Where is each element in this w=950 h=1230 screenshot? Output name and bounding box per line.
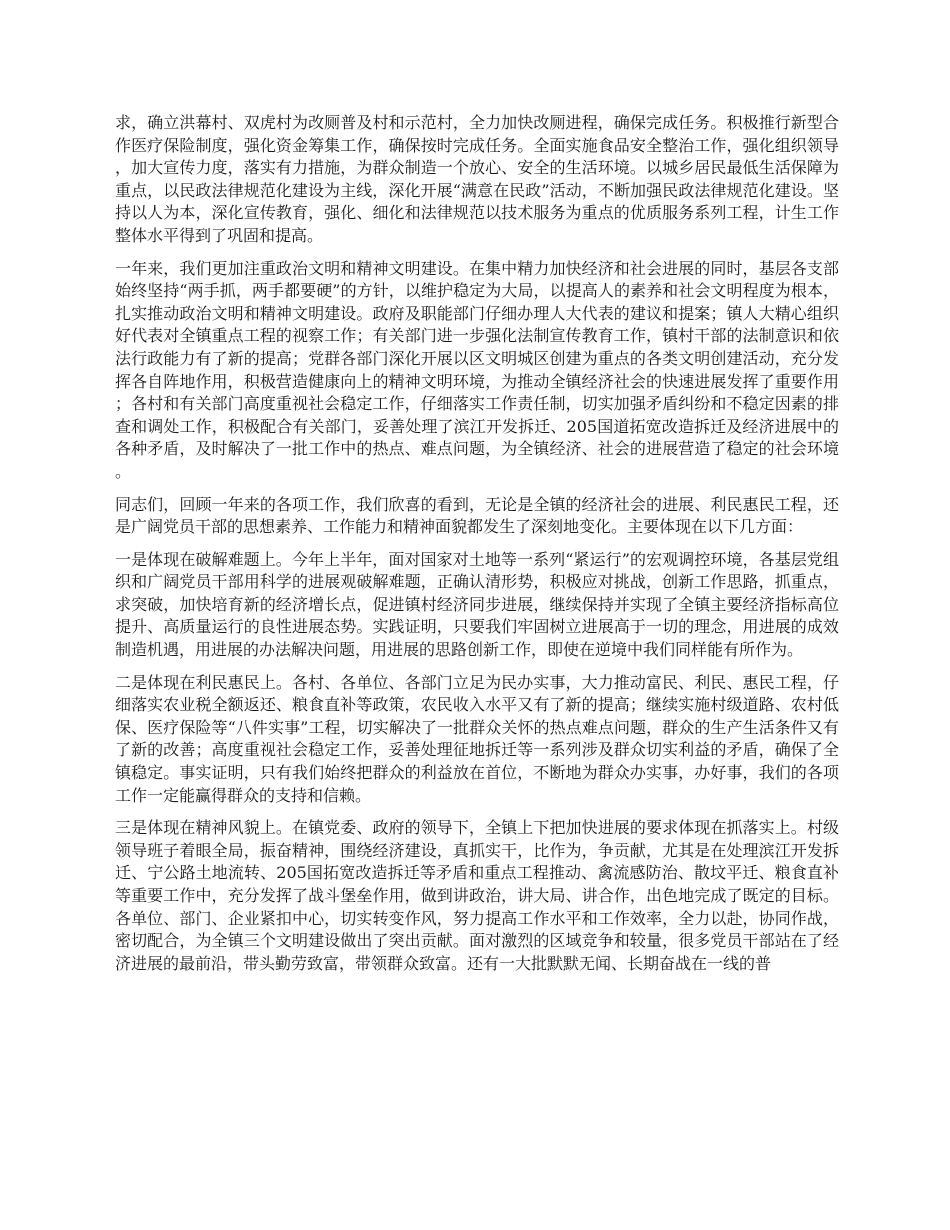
paragraph-1: 求，确立洪幕村、双虎村为改厕普及村和示范村，全力加快改厕进程，确保完成任务。积极推行新型合作医疗保险制度，强化资金筹集工作，确保按时完成任务。全面实施食品安全整治工作，强化组织领导，加大宣传力度，落实有力措施，为群众制造一个放心、安全的生活环境。以城乡居民最低生活保障为重点，以民政法律规范化建设为主线，深化开展“满意在民政”活动，不断加强民政法律规范化建设。坚持以人为本，深化宣传教育，强化、细化和法律规范以技术服务为重点的优质服务系列工程，计生工作整体水平得到了巩固和提高。 <box>115 113 839 245</box>
document-page <box>115 112 839 985</box>
paragraph-5: 二是体现在利民惠民上。各村、各单位、各部门立足为民办实事，大力推动富民、利民、惠民工程，仔细落实农业税全额返还、粮食直补等政策，农民收入水平又有了新的提高；继续实施村级道路、农村低保、医疗保险等“八件实事”工程，切实解决了一批群众关怀的热点难点问题，群众的生产生活条件又有了新的改善；高度重视社会稳定工作，妥善处理征地拆迁等一系列涉及群众切实利益的矛盾，确保了全镇稳定。事实证明，只有我们始终把群众的利益放在首位，不断地为群众办实事，办好事，我们的各项工作一定能赢得群众的支持和信赖。 <box>115 672 839 805</box>
paragraph-4: 一是体现在破解难题上。今年上半年，面对国家对土地等一系列“紧运行”的宏观调控环境，各基层党组织和广阔党员干部用科学的进展观破解难题，正确认清形势，积极应对挑战，创新工作思路，抓重点，求突破，加快培育新的经济增长点，促进镇村经济同步进展，继续保持并实现了全镇主要经济指标高位提升、高质量运行的良性进展态势。实践证明，只要我们牢固树立进展高于一切的理念，用进展的成效制造机遇，用进展的办法解决问题，用进展的思路创新工作，即使在逆境中我们同样能有所作为。 <box>115 549 839 660</box>
paragraph-3: 同志们，回顾一年来的各项工作，我们欣喜的看到，无论是全镇的经济社会的进展、利民惠民工程，还是广阔党员干部的思想素养、工作能力和精神面貌都发生了深刻地变化。主要体现在以下几方面： <box>115 494 839 537</box>
paragraph-6: 三是体现在精神风貌上。在镇党委、政府的领导下，全镇上下把加快进展的要求体现在抓落实上。村级领导班子着眼全局，振奋精神，围绕经济建设，真抓实干，比作为，争贡献，尤其是在处理滨江开发拆迁、宁公路土地流转、205国拓宽改造拆迁等矛盾和重点工程推动、禽流感防治、散坟平迁、粮食直补等重要工作中，充分发挥了战斗堡垒作用，做到讲政治，讲大局、讲合作，出色地完成了既定的目标。各单位、部门、企业紧扣中心，切实转变作风，努力提高工作水平和工作效率，全力以赴，协同作战，密切配合，为全镇三个文明建设做出了突出贡献。面对激烈的区域竞争和较量，很多党员干部站在了经济进展的最前沿，带头勤劳致富，带领群众致富。还有一大批默默无闻、长期奋战在一线的普 <box>115 818 839 973</box>
paragraph-2: 一年来，我们更加注重政治文明和精神文明建设。在集中精力加快经济和社会进展的同时，基层各支部始终坚持“两手抓，两手都要硬”的方针，以维护稳定为大局，以提高人的素养和社会文明程度为根本，扎实推动政治文明和精神文明建设。政府及职能部门仔细办理人大代表的建议和提案；镇人大精心组织好代表对全镇重点工程的视察工作；有关部门进一步强化法制宣传教育工作，镇村干部的法制意识和依法行政能力有了新的提高；党群各部门深化开展以区文明城区创建为重点的各类文明创建活动，充分发挥各自阵地作用，积极营造健康向上的精神文明环境，为推动全镇经济社会的快速进展发挥了重要作用；各村和有关部门高度重视社会稳定工作，仔细落实工作责任制，切实加强矛盾纠纷和不稳定因素的排查和调处工作，积极配合有关部门，妥善处理了滨江开发拆迁、205国道拓宽改造拆迁及经济进展中的各种矛盾，及时解决了一批工作中的热点、难点问题，为全镇经济、社会的进展营造了稳定的社会环境。 <box>115 258 839 481</box>
